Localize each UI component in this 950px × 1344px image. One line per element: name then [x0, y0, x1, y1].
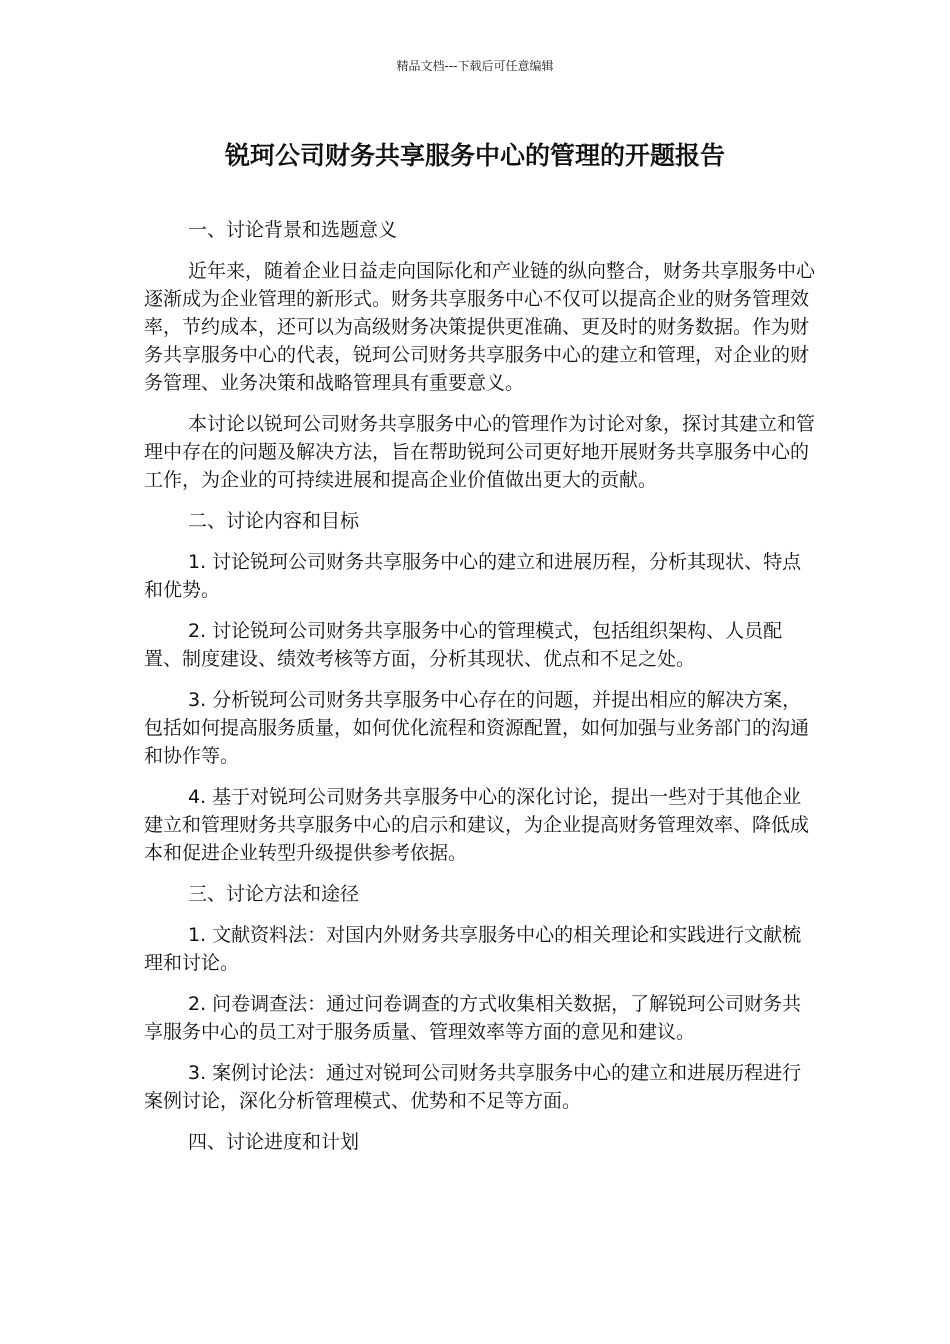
content-item-1: 1. 讨论锐珂公司财务共享服务中心的建立和进展历程，分析其现状、特点和优势。	[144, 551, 802, 601]
document-title: 锐珂公司财务共享服务中心的管理的开题报告	[224, 141, 725, 170]
content-item-3: 3. 分析锐珂公司财务共享服务中心存在的问题，并提出相应的解决方案，包括如何提高服务质量，如何优化流程和资源配置，如何加强与业务部门的沟通和协作等。	[144, 689, 810, 767]
content-item-4: 4. 基于对锐珂公司财务共享服务中心的深化讨论，提出一些对于其他企业建立和管理财务共享服务中心的启示和建议，为企业提高财务管理效率、降低成本和促进企业转型升级提供参考依据。	[144, 786, 810, 864]
section-heading-methods: 三、讨论方法和途径	[188, 883, 360, 905]
method-item-1: 1. 文献资料法：对国内外财务共享服务中心的相关理论和实践进行文献梳理和讨论。	[144, 924, 802, 974]
section-heading-schedule: 四、讨论进度和计划	[188, 1131, 360, 1153]
method-item-3: 3. 案例讨论法：通过对锐珂公司财务共享服务中心的建立和进展历程进行案例讨论，深化分析管理模式、优势和不足等方面。	[144, 1062, 802, 1112]
page-header: 精品文档---下载后可任意编辑	[396, 59, 554, 73]
content-item-2: 2. 讨论锐珂公司财务共享服务中心的管理模式，包括组织架构、人员配置、制度建设、绩效考核等方面，分析其现状、优点和不足之处。	[144, 620, 783, 670]
paragraph-background: 近年来，随着企业日益走向国际化和产业链的纵向整合，财务共享服务中心逐渐成为企业管理的新形式。财务共享服务中心不仅可以提高企业的财务管理效率，节约成本，还可以为高级财务决策提供更准确、更及时的财务数据。作为财务共享服务中心的代表，锐珂公司财务共享服务中心的建立和管理，对企业的财务管理、业务决策和战略管理具有重要意义。	[144, 260, 816, 394]
section-heading-background: 一、讨论背景和选题意义	[188, 219, 398, 241]
paragraph-purpose: 本讨论以锐珂公司财务共享服务中心的管理作为讨论对象，探讨其建立和管理中存在的问题及解决方法，旨在帮助锐珂公司更好地开展财务共享服务中心的工作，为企业的可持续进展和提高企业价值做出更大的贡献。	[144, 413, 816, 491]
document-body	[144, 216, 816, 1169]
section-heading-content: 二、讨论内容和目标	[188, 510, 360, 532]
method-item-2: 2. 问卷调查法：通过问卷调查的方式收集相关数据，了解锐珂公司财务共享服务中心的员工对于服务质量、管理效率等方面的意见和建议。	[144, 993, 802, 1043]
